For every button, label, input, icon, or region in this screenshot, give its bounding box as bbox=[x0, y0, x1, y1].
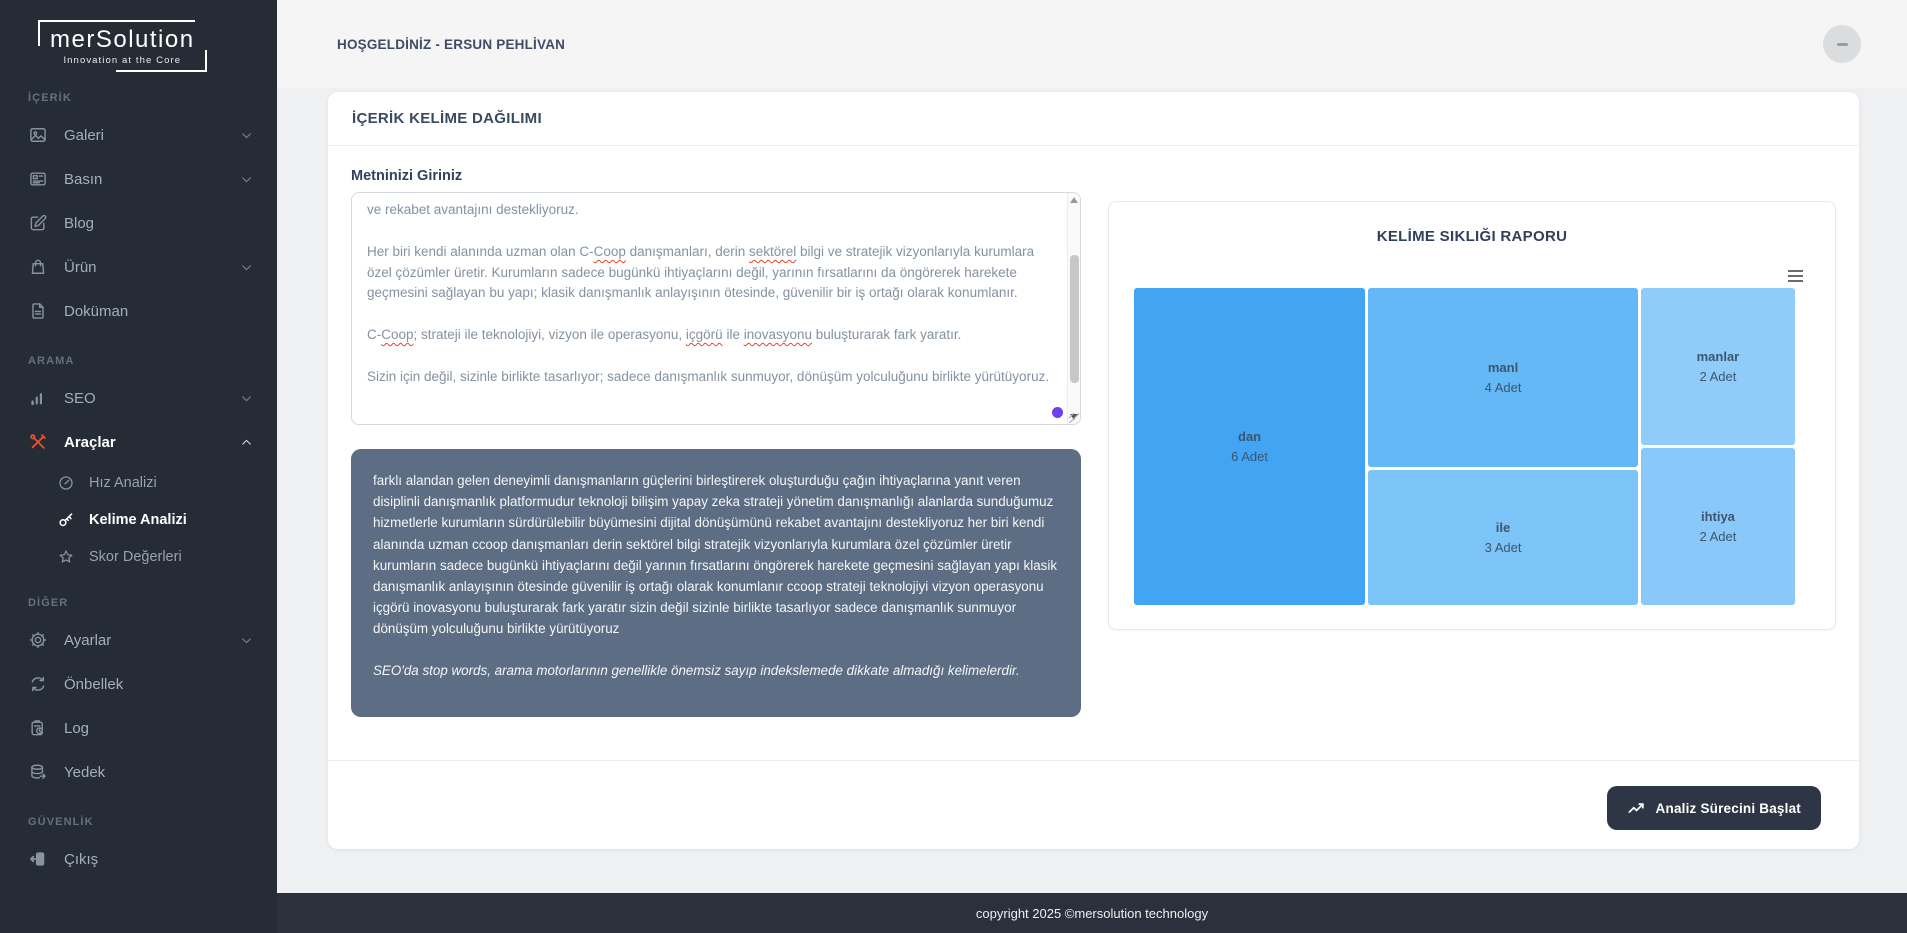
user-menu-button[interactable] bbox=[1823, 25, 1861, 63]
logo-subtitle: Innovation at the Core bbox=[63, 55, 182, 67]
key-icon bbox=[57, 511, 75, 529]
sidebar-subitem-kelime-analizi[interactable] bbox=[0, 501, 277, 538]
welcome-text: HOŞGELDİNİZ - ERSUN PEHLİVAN bbox=[337, 36, 566, 52]
chevron-down-icon bbox=[240, 261, 253, 274]
sidebar-subitem-label: Kelime Analizi bbox=[89, 511, 187, 528]
logout-icon bbox=[28, 849, 48, 869]
content-card bbox=[328, 92, 1859, 849]
sidebar-subitem-hiz-analizi[interactable] bbox=[0, 464, 277, 501]
treemap-cell[interactable] bbox=[1641, 448, 1795, 605]
page-title: İÇERİK KELİME DAĞILIMI bbox=[352, 110, 542, 127]
sidebar-item-label: Doküman bbox=[64, 302, 129, 320]
top-bar bbox=[277, 0, 1907, 88]
scrollbar-thumb[interactable] bbox=[1070, 255, 1079, 383]
edit-icon bbox=[28, 213, 48, 233]
logo-title: merSolution bbox=[50, 26, 195, 53]
treemap-cell-label: manl bbox=[1487, 360, 1519, 376]
treemap-cell-count: 2 Adet bbox=[1699, 529, 1737, 544]
bar-chart-icon bbox=[28, 388, 48, 408]
refresh-icon bbox=[28, 674, 48, 694]
sidebar-item-blog[interactable] bbox=[0, 201, 277, 245]
treemap-cell[interactable] bbox=[1641, 288, 1795, 445]
editor-paragraph: C-Coop; strateji ile teknolojiyi, vizyon ile operasyonu, içgörü ile inovasyonu buluşturarak fark yaratır. bbox=[367, 327, 962, 343]
sidebar-item-label: Yedek bbox=[64, 763, 106, 781]
star-icon bbox=[57, 548, 75, 566]
sidebar-subitem-skor-degerleri[interactable] bbox=[0, 538, 277, 575]
scroll-up-arrow-icon[interactable] bbox=[1070, 197, 1078, 203]
document-icon bbox=[28, 301, 48, 321]
page-footer bbox=[277, 893, 1907, 933]
treemap-column bbox=[1134, 288, 1365, 605]
tools-icon bbox=[28, 432, 48, 452]
treemap-cell-count: 3 Adet bbox=[1484, 540, 1522, 556]
editor-paragraph: Sizin için değil, sizinle birlikte tasarlıyor; sadece danışmanlık sunmuyor, dönüşüm yolculuğunu birlikte yürütüyoruz. bbox=[367, 368, 1050, 384]
database-icon bbox=[28, 762, 48, 782]
copyright-text: copyright 2025 ©mersolution technology bbox=[975, 905, 1209, 921]
sidebar-item-dokuman[interactable] bbox=[0, 289, 277, 333]
sidebar-item-label: Log bbox=[64, 719, 90, 737]
chevron-down-icon bbox=[240, 392, 253, 405]
text-editor-content[interactable] bbox=[352, 193, 1066, 424]
sidebar-item-label: Çıkış bbox=[64, 850, 99, 868]
treemap-cell[interactable] bbox=[1368, 470, 1638, 605]
grammar-extension-icon[interactable] bbox=[1052, 407, 1063, 418]
sidebar-item-label: Basın bbox=[64, 170, 103, 188]
sidebar-item-log[interactable] bbox=[0, 706, 277, 750]
stopwords-cleaned-text: farklı alandan gelen deneyimli danışmanların güçlerini birleştirerek oluşturduğu çağın ihtiyaçlarına yanıt veren disiplinli danışmanlık platformudur teknoloji bilişim yapay zeka strateji yönetim danışmanlığı alanlarda sunduğumuz hizmetlerle kurumların sürdürülebilir büyümesini dijital dönüşümünü rekabet avantajını destekliyoruz her biri kendi alanında uzman ccoop danışmanları derin sektörel bilgi stratejik vizyonlarıyla kurumlara özel çözümler üretir kurumların sadece bugünkü ihtiyaçlarını değil yarının fırsatlarını öngörerek harekete geçmesini sağlayan yapı klasik danışmanlık anlayışının ötesinde güvenilir iş ortağı olarak konumlanır ccoop strateji teknolojiyi vizyon operasyonu içgörü inovasyonu buluşturarak fark yaratır sizin değil sizinle birlikte tasarlıyor sadece danışmanlık sunmuyor dönüşüm yolculuğunu birlikte yürütüyoruz bbox=[373, 473, 1058, 637]
editor-paragraph: Her biri kendi alanında uzman olan C-Coop danışmanları, derin sektörel bilgi ve stratejik vizyonlarıyla kurumlara özel çözümler üretir. Kurumların sadece bugünkü ihtiyaçlarını değil, yarının fırsatlarını da öngörerek harekete geçmesini sağlayan bu yapı; klasik danışmanlık anlayışının ötesinde, güvenilir bir iş ortağı olarak konumlanır. bbox=[367, 243, 1035, 301]
chevron-down-icon bbox=[240, 634, 253, 647]
card-header bbox=[328, 92, 1859, 146]
logo-bracket-top-left bbox=[38, 20, 195, 46]
newspaper-icon bbox=[28, 169, 48, 189]
text-analysis-column bbox=[351, 168, 1081, 717]
logo-bracket-bottom-right bbox=[116, 50, 207, 72]
treemap-cell-label: dan bbox=[1238, 429, 1262, 444]
chart-title: KELİME SIKLIĞI RAPORU bbox=[1376, 228, 1568, 245]
stopwords-result-box bbox=[351, 449, 1081, 717]
start-analysis-label: Analiz Sürecini Başlat bbox=[1655, 800, 1801, 816]
main-content bbox=[277, 88, 1907, 893]
section-label-icerik: İÇERİK bbox=[28, 92, 72, 105]
treemap-cell-count: 2 Adet bbox=[1699, 369, 1737, 384]
sidebar-item-ayarlar[interactable] bbox=[0, 618, 277, 662]
treemap-cell-label: ile bbox=[1495, 520, 1511, 536]
sidebar-subitem-label: Hız Analizi bbox=[89, 474, 157, 491]
editor-paragraph: ve rekabet avantajını destekliyoruz. bbox=[367, 202, 579, 217]
treemap-chart bbox=[1134, 288, 1795, 605]
sidebar-item-onbellek[interactable] bbox=[0, 662, 277, 706]
treemap-cell[interactable] bbox=[1368, 288, 1638, 467]
sidebar-nav bbox=[0, 92, 277, 881]
editor-scrollbar[interactable] bbox=[1067, 193, 1080, 424]
chevron-down-icon bbox=[240, 173, 253, 186]
sidebar-item-yedek[interactable] bbox=[0, 750, 277, 794]
sidebar-item-basin[interactable] bbox=[0, 157, 277, 201]
treemap-cell-label: ihtiya bbox=[1700, 509, 1735, 524]
sidebar-subitem-label: Skor Değerleri bbox=[89, 548, 182, 565]
sidebar-item-label: Ayarlar bbox=[64, 631, 112, 649]
textarea-resize-handle[interactable] bbox=[1069, 413, 1079, 423]
start-analysis-button[interactable] bbox=[1607, 786, 1821, 830]
word-frequency-chart-card bbox=[1108, 201, 1836, 630]
sidebar-item-cikis[interactable] bbox=[0, 837, 277, 881]
treemap-column bbox=[1641, 288, 1795, 605]
treemap-cell-count: 6 Adet bbox=[1231, 449, 1269, 464]
text-input-label: Metninizi Giriniz bbox=[351, 168, 463, 184]
speedometer-icon bbox=[57, 474, 75, 492]
sidebar bbox=[0, 0, 277, 933]
sidebar-item-label: Ürün bbox=[64, 258, 97, 276]
treemap-cell-label: manlar bbox=[1696, 349, 1740, 364]
treemap-column bbox=[1368, 288, 1638, 605]
sidebar-item-seo[interactable] bbox=[0, 376, 277, 420]
text-input-area[interactable] bbox=[351, 192, 1081, 425]
sidebar-item-urun[interactable] bbox=[0, 245, 277, 289]
minus-icon bbox=[1837, 43, 1848, 46]
trending-up-icon bbox=[1627, 799, 1646, 818]
section-label-guvenlik: GÜVENLİK bbox=[28, 816, 94, 829]
treemap-cell-count: 4 Adet bbox=[1484, 380, 1522, 396]
clipboard-clock-icon bbox=[28, 718, 48, 738]
sidebar-item-label: Araçlar bbox=[64, 433, 116, 451]
card-footer bbox=[328, 760, 1859, 849]
shopping-bag-icon bbox=[28, 257, 48, 277]
sidebar-item-galeri[interactable] bbox=[0, 113, 277, 157]
section-label-diger: DİĞER bbox=[28, 597, 69, 610]
treemap-cell[interactable] bbox=[1134, 288, 1365, 605]
gallery-icon bbox=[28, 125, 48, 145]
sidebar-item-araclar[interactable] bbox=[0, 420, 277, 464]
sidebar-item-label: SEO bbox=[64, 389, 96, 407]
sidebar-item-label: Önbellek bbox=[64, 675, 124, 693]
app-logo[interactable] bbox=[0, 0, 277, 72]
section-label-arama: ARAMA bbox=[28, 355, 75, 368]
chevron-up-icon bbox=[240, 436, 253, 449]
chevron-down-icon bbox=[240, 129, 253, 142]
gear-icon bbox=[28, 630, 48, 650]
stopwords-note: SEO'da stop words, arama motorlarının genellikle önemsiz sayıp indekslemede dikkate almadığı kelimelerdir. bbox=[373, 663, 1020, 679]
sidebar-item-label: Blog bbox=[64, 214, 95, 232]
sidebar-item-label: Galeri bbox=[64, 126, 105, 144]
chart-menu-button[interactable] bbox=[1788, 270, 1803, 285]
